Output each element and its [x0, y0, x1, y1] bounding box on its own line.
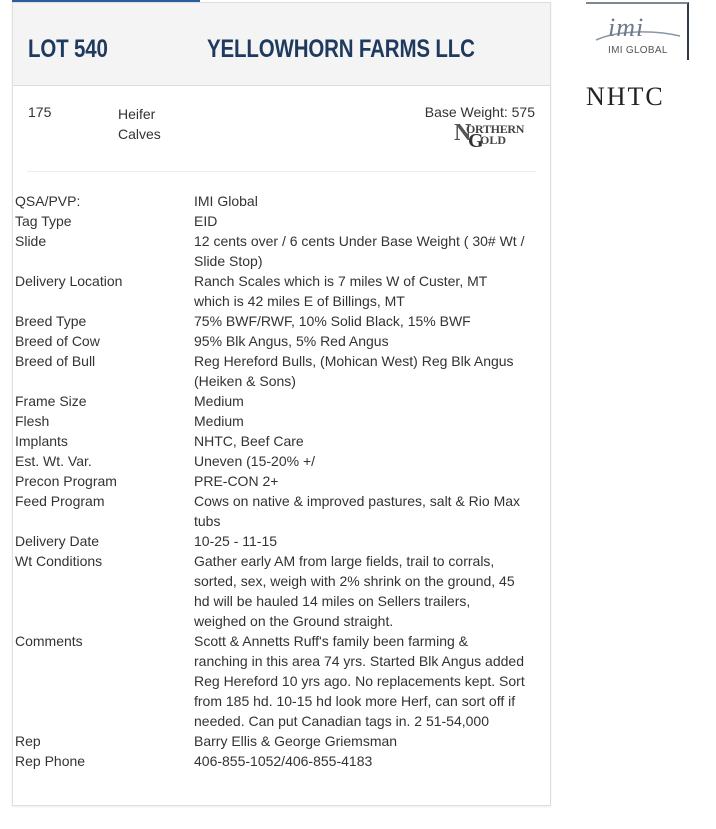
detail-row: [15, 731, 535, 751]
detail-value: 12 cents over / 6 cents Under Base Weight ( 30# Wt / Slide Stop): [194, 233, 525, 269]
detail-row: [15, 191, 535, 211]
detail-label: Comments: [15, 633, 83, 649]
detail-value: 95% Blk Angus, 5% Red Angus: [194, 333, 389, 349]
detail-value: Reg Hereford Bulls, (Mohican West) Reg Blk Angus (Heiken & Sons): [194, 353, 514, 389]
detail-value: Barry Ellis & George Griemsman: [194, 733, 398, 749]
detail-label: Breed Type: [15, 313, 87, 329]
lot-details-list: [15, 191, 535, 771]
detail-label: Est. Wt. Var.: [15, 453, 92, 469]
lot-number: LOT 540: [28, 35, 108, 63]
detail-row: [15, 451, 535, 471]
seller-name: YELLOWHORN FARMS LLC: [207, 35, 475, 63]
detail-row: [15, 531, 535, 551]
detail-value: 75% BWF/RWF, 10% Solid Black, 15% BWF: [194, 313, 471, 329]
lot-summary: [27, 86, 536, 172]
detail-row: [15, 271, 535, 311]
detail-value: EID: [194, 213, 218, 229]
detail-row: [15, 231, 535, 271]
detail-label: Tag Type: [15, 213, 72, 229]
base-weight: Base Weight: 575: [424, 104, 535, 120]
detail-value: Cows on native & improved pastures, salt & Rio Max tubs: [194, 493, 521, 529]
detail-row: [15, 471, 535, 491]
detail-label: Frame Size: [15, 393, 87, 409]
detail-value: Uneven (15-20% +/: [194, 453, 316, 469]
detail-label: Rep Phone: [15, 753, 86, 769]
detail-value: NHTC, Beef Care: [194, 433, 304, 449]
detail-label: Delivery Location: [15, 273, 123, 289]
imi-global-logo: imi IMI GLOBAL: [586, 2, 689, 60]
detail-label: Breed of Bull: [15, 353, 96, 369]
detail-label: Flesh: [15, 413, 50, 429]
detail-label: Rep: [15, 733, 41, 749]
nhtc-logo: NHTC: [586, 82, 665, 111]
detail-value: Scott & Annetts Ruff's family been farming & ranching in this area 74 yrs. Started Blk Angus added Reg Hereford 10 yrs ago. No replacements kept. Sort from 185 hd. 10-15 hd look more Herf, can sort off if needed. Can put Canadian tags in. 2 51-54,000: [194, 633, 525, 729]
detail-row: [15, 431, 535, 451]
detail-value: 406-855-1052/406-855-4183: [194, 753, 373, 769]
detail-label: Slide: [15, 233, 47, 249]
cattle-sex: Heifer Calves: [118, 106, 161, 142]
detail-row: [15, 551, 535, 631]
detail-value: Medium: [194, 413, 244, 429]
detail-row: [15, 351, 535, 391]
head-count: 175: [28, 104, 52, 120]
detail-label: Wt Conditions: [15, 553, 103, 569]
detail-row: [15, 311, 535, 331]
detail-label: QSA/PVP:: [15, 193, 81, 209]
detail-label: Delivery Date: [15, 533, 100, 549]
detail-label: Implants: [15, 433, 68, 449]
detail-row: [15, 491, 535, 531]
detail-value: Medium: [194, 393, 244, 409]
detail-value: PRE-CON 2+: [194, 473, 279, 489]
detail-row: [15, 411, 535, 431]
detail-row: [15, 211, 535, 231]
detail-label: Feed Program: [15, 493, 105, 509]
northern-gold-logo: N ORTHERN G OLD: [454, 120, 525, 152]
detail-row: [15, 751, 535, 771]
detail-label: Breed of Cow: [15, 333, 100, 349]
detail-row: [15, 391, 535, 411]
detail-value: Ranch Scales which is 7 miles W of Custer, MT which is 42 miles E of Billings, MT: [194, 273, 488, 309]
detail-value: IMI Global: [194, 193, 258, 209]
detail-label: Precon Program: [15, 473, 117, 489]
detail-value: 10-25 - 11-15: [194, 533, 278, 549]
detail-value: Gather early AM from large fields, trail to corrals, sorted, sex, weigh with 2% shrink on the ground, 45 hd will be hauled 14 miles on Sellers trailers, weighed on the Ground straight.: [194, 553, 515, 629]
detail-row: [15, 331, 535, 351]
detail-row: [15, 631, 535, 731]
lot-header: [13, 3, 550, 86]
